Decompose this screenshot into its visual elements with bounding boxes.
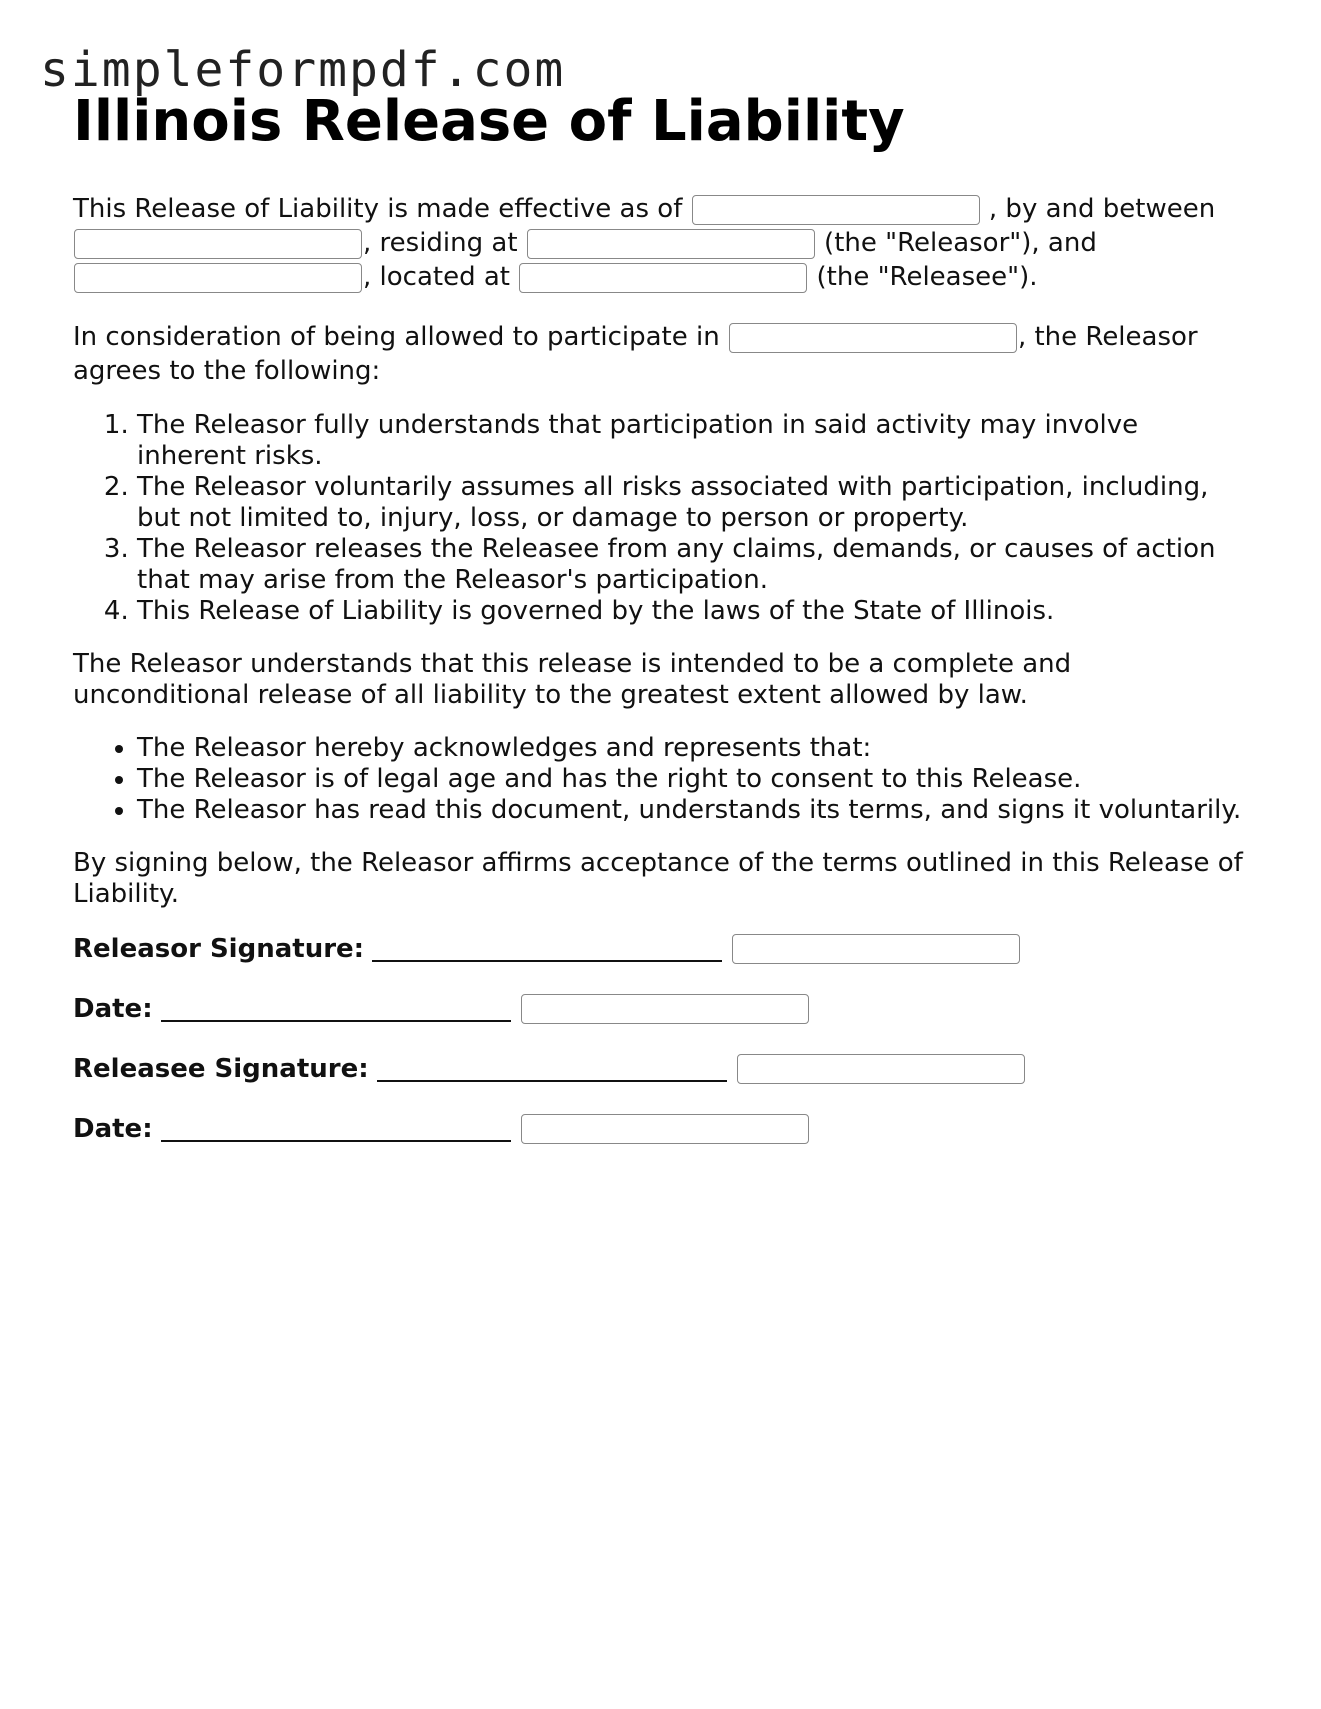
activity-field[interactable] — [729, 323, 1017, 353]
releasor-signature-label: Releasor Signature: — [73, 934, 365, 964]
releasor-date-label: Date: — [73, 994, 153, 1024]
releasee-signature-row — [73, 1052, 1253, 1086]
releasee-date-line — [161, 1116, 511, 1142]
releasee-signature-label: Releasee Signature: — [73, 1054, 369, 1084]
list-item: • The Releasor hereby acknowledges and represents that: — [137, 733, 1253, 764]
releasor-date-row — [73, 992, 1253, 1026]
releasee-address-field[interactable] — [519, 263, 807, 293]
intro-text-2: , by and between — [988, 194, 1216, 224]
intro-text-4: (the "Releasor"), and — [824, 228, 1097, 258]
affirmation-paragraph: By signing below, the Releasor affirms acceptance of the terms outlined in this Release of Liability. — [73, 848, 1243, 909]
list-item: 3. The Releasor releases the Releasee from any claims, demands, or causes of action that may arise from the Releasor's participation. — [137, 534, 1253, 596]
page-title: Illinois Release of Liability — [73, 89, 905, 154]
list-item: • The Releasor is of legal age and has the right to consent to this Release. — [137, 764, 1253, 795]
list-item: 1. The Releasor fully understands that participation in said activity may involve inherent risks. — [137, 410, 1253, 472]
intro-text-1: This Release of Liability is made effective as of — [73, 194, 683, 224]
site-watermark: simpleformpdf.com — [40, 42, 566, 98]
releasor-name-field[interactable] — [74, 229, 362, 259]
release-document — [73, 88, 1253, 1172]
list-item: 4. This Release of Liability is governed by the laws of the State of Illinois. — [137, 596, 1253, 627]
consideration-text-1: In consideration of being allowed to participate in — [73, 322, 720, 352]
releasee-signature-field[interactable] — [737, 1054, 1025, 1084]
understanding-paragraph: The Releasor understands that this release is intended to be a complete and unconditional release of all liability to the greatest extent allowed by law. — [73, 649, 1072, 710]
releasee-date-label: Date: — [73, 1114, 153, 1144]
effective-date-field[interactable] — [692, 195, 980, 225]
intro-text-6: (the "Releasee"). — [816, 262, 1038, 292]
intro-text-3: , residing at — [363, 228, 518, 258]
releasor-signature-line — [372, 936, 722, 962]
releasor-signature-row — [73, 932, 1253, 966]
consideration-paragraph — [73, 320, 1253, 388]
list-item: • The Releasor has read this document, understands its terms, and signs it voluntarily. — [137, 795, 1253, 826]
terms-list — [73, 410, 1253, 627]
releasee-signature-line — [377, 1056, 727, 1082]
releasor-signature-field[interactable] — [732, 934, 1020, 964]
intro-text-5: , located at — [363, 262, 510, 292]
releasor-date-line — [161, 996, 511, 1022]
releasee-date-field[interactable] — [521, 1114, 809, 1144]
consideration-text-2: , the Releasor agrees to the following: — [73, 322, 1198, 386]
releasee-date-row — [73, 1112, 1253, 1146]
acknowledgement-list — [73, 733, 1253, 826]
intro-paragraph — [73, 192, 1253, 294]
releasor-address-field[interactable] — [527, 229, 815, 259]
releasee-name-field[interactable] — [74, 263, 362, 293]
list-item: 2. The Releasor voluntarily assumes all risks associated with participation, including, but not limited to, injury, loss, or damage to person or property. — [137, 472, 1253, 534]
releasor-date-field[interactable] — [521, 994, 809, 1024]
